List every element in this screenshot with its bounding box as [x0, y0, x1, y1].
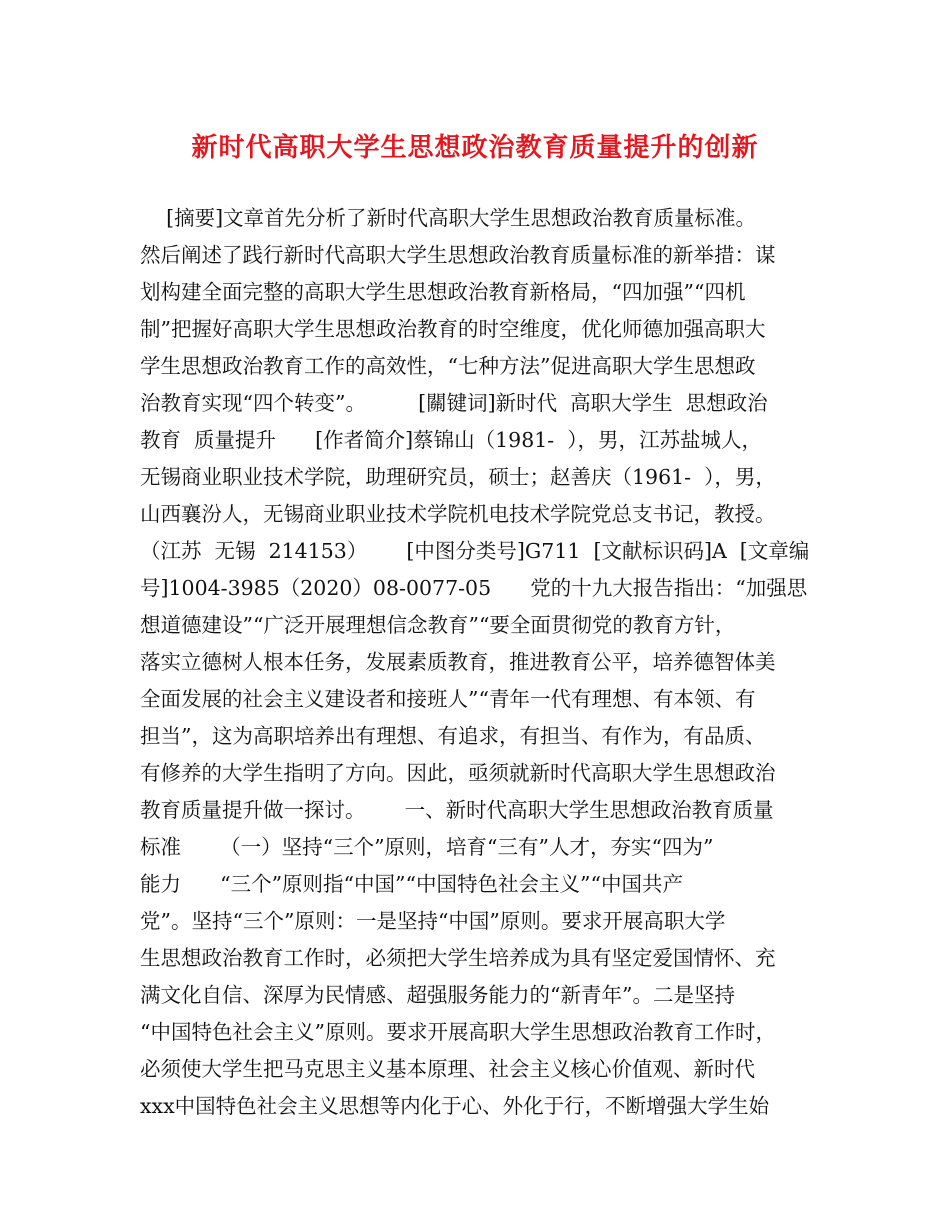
body-line: 山西襄汾人，无锡商业职业技术学院机电技术学院党总支书记，教授。: [140, 502, 776, 526]
body-line: 教育 质量提升 [作者简介]蔡锦山（1981- ），男，江苏盐城人，: [140, 428, 763, 452]
body-line: [摘要]文章首先分析了新时代高职大学生思想政治教育质量标准。: [140, 206, 757, 230]
document-body: [140, 200, 820, 1125]
body-line: 全面发展的社会主义建设者和接班人”“青年一代有理想、有本领、有: [140, 687, 756, 711]
body-line: 党”。坚持“三个”原则：一是坚持“中国”原则。要求开展高职大学: [140, 909, 726, 933]
body-line: 号]1004-3985（2020）08-0077-05 党的十九大报告指出：“加强思: [140, 576, 808, 600]
body-line: 然后阐述了践行新时代高职大学生思想政治教育质量标准的新举措：谋: [140, 243, 776, 267]
body-line: 无锡商业职业技术学院，助理研究员，硕士；赵善庆（1961- ），男，: [140, 465, 776, 489]
body-line: xxx中国特色社会主义思想等内化于心、外化于行，不断增强大学生始: [140, 1094, 770, 1118]
body-line: 制”把握好高职大学生思想政治教育的时空维度，优化师德加强高职大: [140, 317, 766, 341]
body-line: 标准 （一）坚持“三个”原则，培育“三有”人才，夯实“四为”: [140, 835, 714, 859]
body-line: 担当”，这为高职培养出有理想、有追求，有担当、有作为，有品质、: [140, 724, 766, 748]
body-line: 能力 “三个”原则指“中国”“中国特色社会主义”“中国共产: [140, 872, 683, 896]
body-line: 治教育实现“四个转变”。 [關键词]新时代 高职大学生 思想政治: [140, 391, 768, 415]
body-line: 满文化自信、深厚为民情感、超强服务能力的“新青年”。二是坚持: [140, 983, 735, 1007]
body-line: 划构建全面完整的高职大学生思想政治教育新格局，“四加强”“四机: [140, 280, 746, 304]
body-line: “中国特色社会主义”原则。要求开展高职大学生思想政治教育工作时，: [140, 1020, 776, 1044]
body-line: 落实立德树人根本任务，发展素质教育，推进教育公平，培养德智体美: [140, 650, 776, 674]
body-line: 教育质量提升做一探讨。 一、新时代高职大学生思想政治教育质量: [140, 798, 774, 822]
document-title: 新时代高职大学生思想政治教育质量提升的创新: [191, 133, 759, 163]
body-line: 学生思想政治教育工作的高效性，“七种方法”促进高职大学生思想政: [140, 354, 756, 378]
body-line: 想道德建设”“广泛开展理想信念教育”“要全面贯彻党的教育方针，: [140, 613, 736, 637]
body-line: （江苏 无锡 214153） [中图分类号]G711 [文献标识码]A [文章编: [140, 539, 810, 563]
body-line: 生思想政治教育工作时，必须把大学生培养成为具有坚定爱国情怀、充: [140, 946, 776, 970]
body-line: 有修养的大学生指明了方向。因此，亟须就新时代高职大学生思想政治: [140, 761, 776, 785]
body-line: 必须使大学生把马克思主义基本原理、社会主义核心价值观、新时代: [140, 1057, 755, 1081]
